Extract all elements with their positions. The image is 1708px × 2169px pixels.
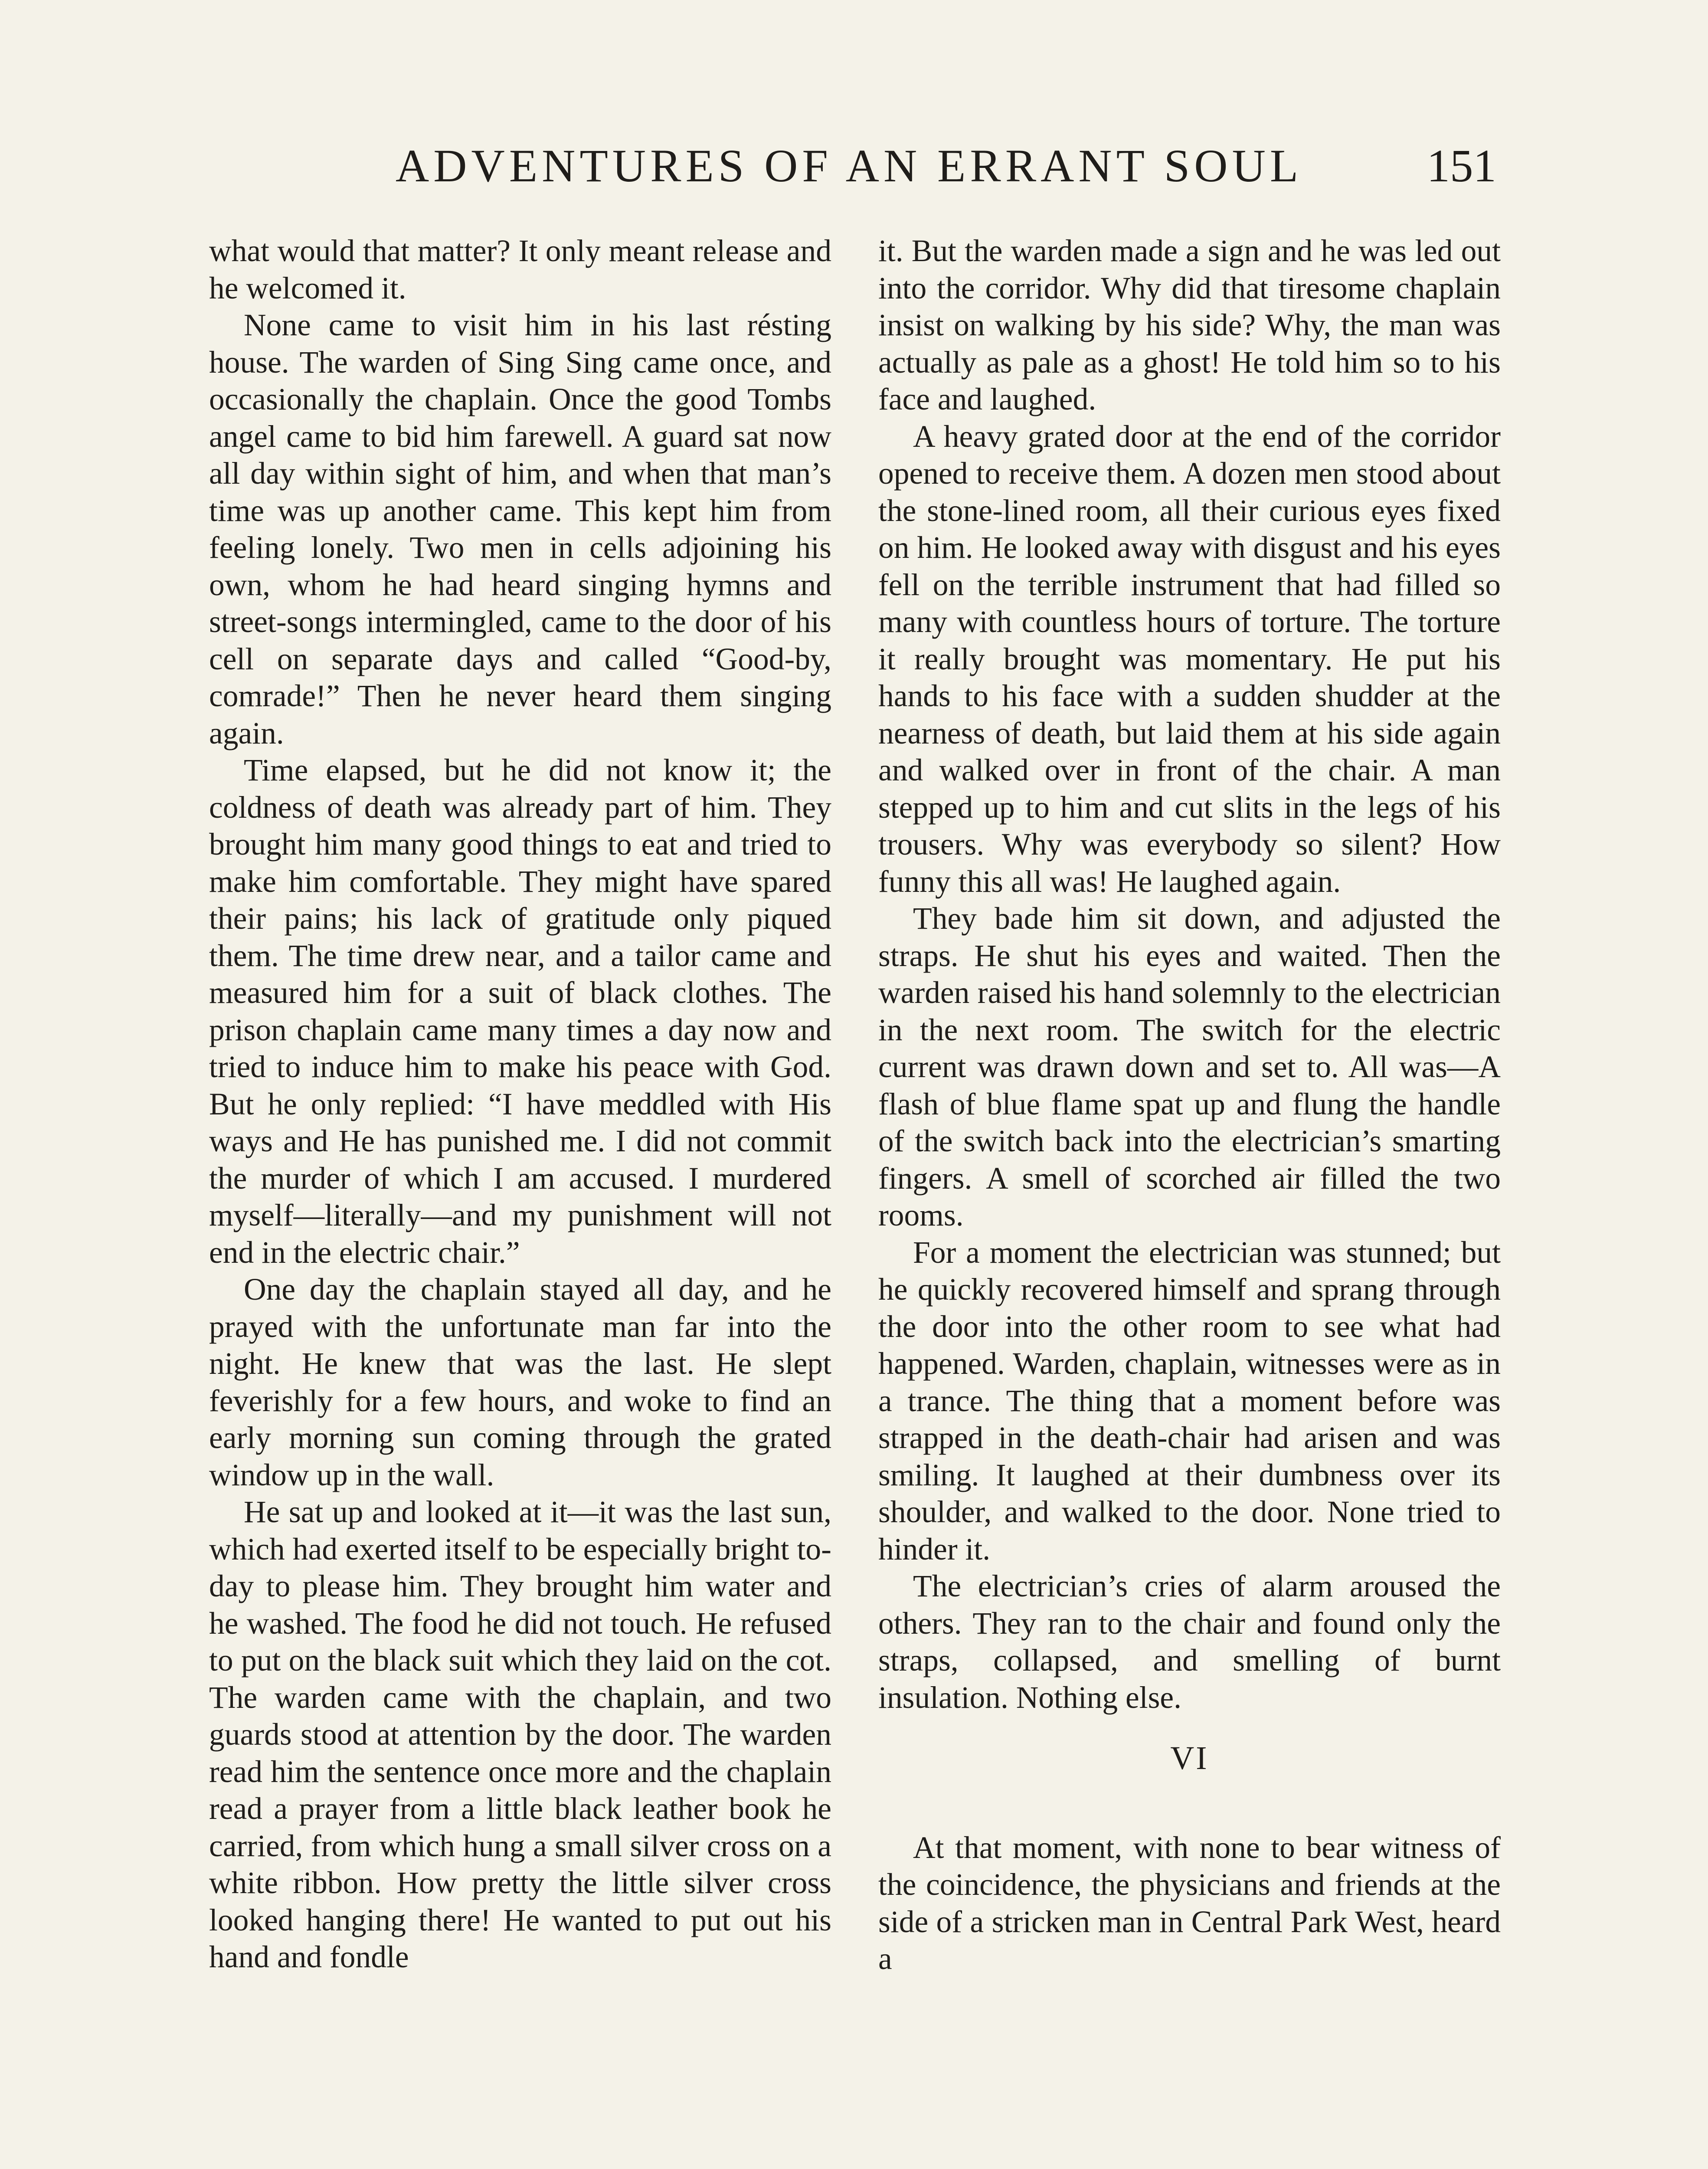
- right-column: [878, 233, 1501, 1978]
- paragraph: The electrician’s cries of alarm aroused the others. They ran to the chair and found only the straps, collapsed, and smelling of burnt insulation. Nothing else.: [878, 1569, 1501, 1715]
- page-header: [208, 138, 1496, 207]
- paragraph: At that moment, with none to bear witness of the coincidence, the physicians and friends at the side of a stricken man in Central Park West, heard a: [878, 1830, 1501, 1976]
- running-title: ADVENTURES OF AN ERRANT SOUL: [396, 141, 1303, 192]
- paragraph: For a moment the electrician was stunned; but he quickly recovered himself and sprang through the door into the other room to see what had happened. Warden, chaplain, witnesses were as in a trance. The thing that a moment before was strapped in the death-chair had arisen and was smiling. It laughed at their dumbness over its shoulder, and walked to the door. None tried to hinder it.: [878, 1235, 1501, 1566]
- paragraph: One day the chaplain stayed all day, and he prayed with the unfortunate man far into the night. He knew that was the last. He slept feverishly for a few hours, and woke to find an early morning sun coming through the grated window up in the wall.: [209, 1272, 831, 1492]
- paragraph: He sat up and looked at it—it was the last sun, which had exerted itself to be especially bright to-day to please him. They brought him water and he washed. The food he did not touch. He refused to put on the black suit which they laid on the cot. The warden came with the chaplain, and two guards stood at attention by the door. The warden read him the sentence once more and the chaplain read a prayer from a little black leather book he carried, from which hung a small silver cross on a white ribbon. How pretty the little silver cross looked hanging there! He wanted to put out his hand and fondle: [209, 1495, 831, 1974]
- page-number: 151: [1427, 141, 1496, 192]
- paragraph: what would that matter? It only meant release and he welcomed it.: [209, 234, 831, 305]
- paragraph: A heavy grated door at the end of the corridor opened to receive them. A dozen men stood about the stone-lined room, all their curious eyes fixed on him. He looked away with disgust and his eyes fell on the terrible instrument that had filled so many with countless hours of torture. The torture it really brought was momentary. He put his hands to his face with a sudden shudder at the nearness of death, but laid them at his side again and walked over in front of the chair. A man stepped up to him and cut slits in the legs of his trousers. Why was everybody so silent? How funny this all was! He laughed again.: [878, 419, 1501, 899]
- paragraph: None came to visit him in his last résting house. The warden of Sing Sing came once, and occasionally the chaplain. Once the good Tombs angel came to bid him farewell. A guard sat now all day within sight of him, and when that man’s time was up another came. This kept him from feeling lonely. Two men in cells adjoining his own, whom he had heard singing hymns and street-songs intermingled, came to the door of his cell on separate days and called “Good-by, comrade!” Then he never heard them singing again.: [209, 308, 831, 750]
- left-column: [209, 233, 831, 1976]
- paragraph: it. But the warden made a sign and he was led out into the corridor. Why did that tiresome chaplain insist on walking by his side? Why, the man was actually as pale as a ghost! He told him so to his face and laughed.: [878, 234, 1501, 416]
- paragraph: Time elapsed, but he did not know it; the coldness of death was already part of him. They brought him many good things to eat and tried to make him comfortable. They might have spared their pains; his lack of gratitude only piqued them. The time drew near, and a tailor came and measured him for a suit of black clothes. The prison chaplain came many times a day now and tried to induce him to make his peace with God. But he only replied: “I have meddled with His ways and He has punished me. I did not commit the murder of which I am accused. I murdered myself—literally—and my punishment will not end in the electric chair.”: [209, 753, 831, 1270]
- paragraph: They bade him sit down, and adjusted the straps. He shut his eyes and waited. Then the warden raised his hand solemnly to the electrician in the next room. The switch for the electric current was drawn down and set to. All was—A flash of blue flame spat up and flung the handle of the switch back into the electrician’s smarting fingers. A smell of scorched air filled the two rooms.: [878, 901, 1501, 1232]
- section-heading: VI: [1170, 1740, 1209, 1776]
